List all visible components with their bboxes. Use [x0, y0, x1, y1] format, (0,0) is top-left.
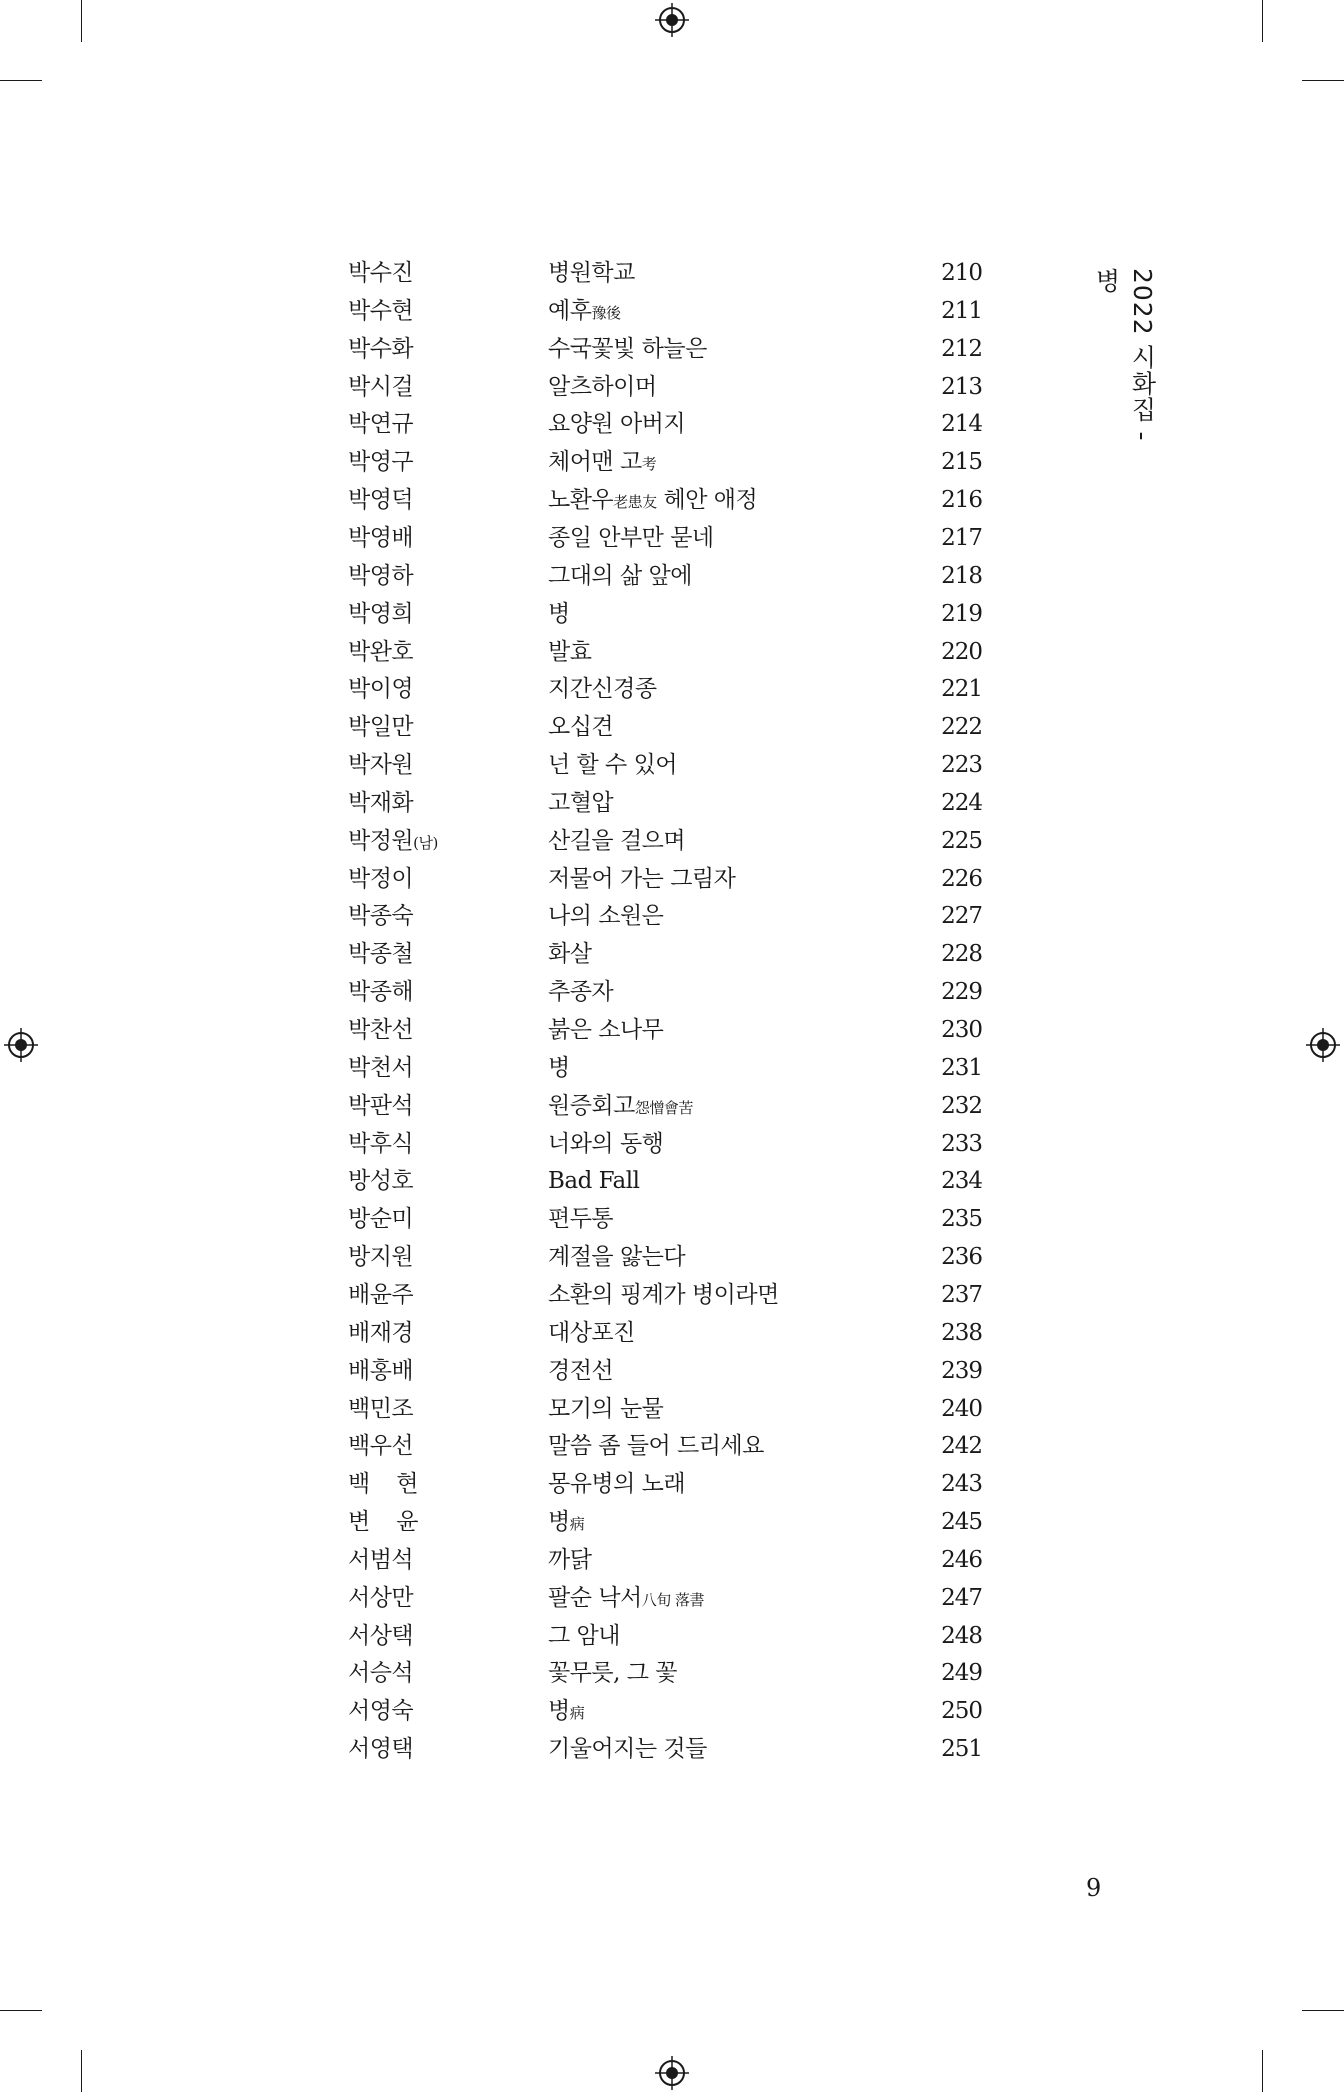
toc-page: 240 — [941, 1395, 982, 1422]
toc-author: 박종철 — [348, 941, 414, 968]
toc-author: 박재화 — [348, 789, 414, 816]
toc-entry — [0, 1125, 1344, 1163]
toc-author: 박영하 — [348, 562, 414, 589]
toc-title: 꽃무릇, 그 꽃 — [548, 1660, 678, 1687]
toc-page: 229 — [941, 979, 982, 1006]
toc-author: 박수화 — [348, 335, 414, 362]
toc-page: 239 — [941, 1357, 982, 1384]
toc-author: 서영택 — [348, 1736, 414, 1763]
toc-entry — [0, 1314, 1344, 1352]
toc-entry — [0, 1465, 1344, 1503]
toc-page: 250 — [941, 1698, 982, 1725]
toc-page: 242 — [941, 1433, 982, 1460]
toc-page: 216 — [941, 487, 982, 514]
crop-mark — [1302, 80, 1344, 81]
toc-author: 배윤주 — [348, 1281, 414, 1308]
toc-entry — [0, 519, 1344, 557]
toc-author: 서승석 — [348, 1660, 414, 1687]
toc-entry — [0, 973, 1344, 1011]
toc-page: 221 — [941, 676, 982, 703]
toc-title: 병病 — [548, 1509, 585, 1536]
toc-title: 화살 — [548, 941, 592, 968]
toc-title: 종일 안부만 묻네 — [548, 524, 714, 551]
toc-title: 체어맨 고考 — [548, 449, 657, 476]
toc-title: 말씀 좀 들어 드리세요 — [548, 1433, 764, 1460]
toc-entry — [0, 822, 1344, 860]
toc-title: 알츠하이머 — [548, 373, 657, 400]
toc-entry — [0, 1162, 1344, 1200]
toc-title: 산길을 걸으며 — [548, 827, 686, 854]
toc-entry — [0, 405, 1344, 443]
toc-author: 박영희 — [348, 600, 414, 627]
toc-entry — [0, 1352, 1344, 1390]
toc-author: 박연규 — [348, 411, 414, 438]
toc-title: 붉은 소나무 — [548, 1017, 664, 1043]
toc-page: 214 — [941, 411, 982, 438]
toc-entry — [0, 443, 1344, 481]
toc-title: 추종자 — [548, 979, 614, 1006]
toc-page: 233 — [941, 1130, 982, 1157]
toc-page: 249 — [941, 1660, 982, 1687]
toc-title: 까닭 — [548, 1546, 592, 1573]
toc-page: 222 — [941, 714, 982, 741]
toc-entry — [0, 746, 1344, 784]
toc-entry — [0, 1427, 1344, 1465]
toc-author: 박판석 — [348, 1092, 414, 1119]
toc-title: 대상포진 — [548, 1319, 635, 1346]
toc-title: 원증회고怨憎會苦 — [548, 1092, 693, 1119]
toc-title: 편두통 — [548, 1206, 614, 1233]
toc-page: 228 — [941, 941, 982, 968]
toc-page: 245 — [941, 1509, 982, 1536]
toc-author-note: (남) — [413, 833, 438, 852]
toc-title: 지간신경종 — [548, 676, 657, 703]
toc-author: 백우선 — [348, 1433, 414, 1460]
toc-page: 236 — [941, 1244, 982, 1271]
toc-title: 나의 소원은 — [548, 903, 664, 930]
toc-title: 병病 — [548, 1698, 585, 1725]
toc-author: 박후식 — [348, 1130, 414, 1157]
toc-entry — [0, 1276, 1344, 1314]
toc-page: 246 — [941, 1546, 982, 1573]
crop-mark — [1262, 2050, 1263, 2092]
crop-mark — [81, 2050, 82, 2092]
toc-title: 병 — [548, 1054, 570, 1081]
registration-mark-icon — [655, 2056, 689, 2090]
toc-author: 박자원 — [348, 752, 414, 779]
toc-author: 방지원 — [348, 1244, 414, 1271]
toc-page: 218 — [941, 562, 982, 589]
toc-author: 서영숙 — [348, 1698, 414, 1725]
toc-title-hanja: 豫後 — [591, 303, 621, 322]
toc-author: 박영덕 — [348, 487, 414, 514]
toc-page: 219 — [941, 600, 982, 627]
toc-title-hanja: 老患友 — [613, 493, 657, 512]
toc-entry — [0, 1049, 1344, 1087]
toc-title: 그 암내 — [548, 1622, 620, 1649]
toc-page: 217 — [941, 524, 982, 551]
toc-title: 경전선 — [548, 1357, 614, 1384]
toc-page: 230 — [941, 1017, 982, 1043]
toc-author: 배재경 — [348, 1319, 414, 1346]
toc-title: 너와의 동행 — [548, 1130, 664, 1157]
toc-title: 병 — [548, 600, 570, 627]
toc-entry — [0, 595, 1344, 633]
toc-page: 247 — [941, 1584, 982, 1611]
toc-entry — [0, 1730, 1344, 1768]
page-number: 9 — [1086, 1874, 1102, 1902]
toc-author: 박종숙 — [348, 903, 414, 930]
toc-title: 오십견 — [548, 714, 614, 741]
toc-entry — [0, 897, 1344, 935]
toc-author: 박정원(남) — [348, 827, 438, 854]
toc-page: 212 — [941, 335, 982, 362]
toc-title: 그대의 삶 앞에 — [548, 562, 692, 589]
toc-author: 박시걸 — [348, 373, 414, 400]
toc-author: 박종해 — [348, 979, 414, 1006]
toc-title: 예후豫後 — [548, 297, 621, 324]
toc-author: 박일만 — [348, 714, 414, 741]
toc-author: 박이영 — [348, 676, 414, 703]
toc-title: 넌 할 수 있어 — [548, 752, 678, 779]
toc-page: 238 — [941, 1319, 982, 1346]
toc-author: 변윤 — [348, 1509, 445, 1536]
toc-page: 251 — [941, 1736, 982, 1763]
toc-entry — [0, 860, 1344, 898]
toc-title: 계절을 앓는다 — [548, 1244, 686, 1271]
toc-title: 발효 — [548, 638, 592, 665]
toc-page: 227 — [941, 903, 982, 930]
toc-author: 박천서 — [348, 1054, 414, 1081]
toc-author: 백현 — [348, 1471, 445, 1498]
toc-author: 박수현 — [348, 297, 414, 324]
crop-mark — [1262, 0, 1263, 42]
toc-title: 기울어지는 것들 — [548, 1736, 707, 1763]
toc-entry — [0, 784, 1344, 822]
toc-author: 서상택 — [348, 1622, 414, 1649]
toc-title: 저물어 가는 그림자 — [548, 865, 736, 892]
toc-entry — [0, 330, 1344, 368]
toc-author: 서범석 — [348, 1546, 414, 1573]
toc-entry — [0, 557, 1344, 595]
toc-title: 고혈압 — [548, 789, 614, 816]
toc-author: 박수진 — [348, 260, 414, 286]
toc-author: 박완호 — [348, 638, 414, 665]
toc-entry — [0, 1238, 1344, 1276]
toc-page: 248 — [941, 1622, 982, 1649]
toc-title: 요양원 아버지 — [548, 411, 686, 438]
toc-entry — [0, 1087, 1344, 1125]
toc-title: Bad Fall — [548, 1168, 640, 1195]
toc-title: 소환의 핑계가 병이라면 — [548, 1281, 779, 1308]
toc-page: 224 — [941, 789, 982, 816]
toc-page: 232 — [941, 1092, 982, 1119]
toc-entry — [0, 368, 1344, 406]
toc-entry — [0, 481, 1344, 519]
toc-entry — [0, 1617, 1344, 1655]
toc-author: 박찬선 — [348, 1017, 414, 1043]
toc-title: 팔순 낙서八旬 落書 — [548, 1584, 704, 1611]
toc-page: 215 — [941, 449, 982, 476]
crop-mark — [0, 2010, 42, 2011]
toc-entry — [0, 1692, 1344, 1730]
toc-author: 박영배 — [348, 524, 414, 551]
crop-mark — [1302, 2010, 1344, 2011]
toc-title: 몽유병의 노래 — [548, 1471, 686, 1498]
toc-page: 211 — [941, 297, 982, 324]
toc-page: 243 — [941, 1471, 982, 1498]
toc-title: 수국꽃빛 하늘은 — [548, 335, 707, 362]
toc-title-hanja: 怨憎會苦 — [634, 1098, 693, 1117]
toc-page: 231 — [941, 1054, 982, 1081]
toc-entry — [0, 935, 1344, 973]
crop-mark — [0, 80, 42, 81]
toc-page: 237 — [941, 1281, 982, 1308]
toc-page: 223 — [941, 752, 982, 779]
toc-entry — [0, 1200, 1344, 1238]
toc-author: 박정이 — [348, 865, 414, 892]
toc-entry — [0, 1579, 1344, 1617]
toc-title: 노환우老患友 헤안 애정 — [548, 487, 758, 514]
toc-page: 210 — [941, 260, 982, 286]
toc-page: 235 — [941, 1206, 982, 1233]
toc-author: 배홍배 — [348, 1357, 414, 1384]
running-head: 2022 시화집 - 병 — [1092, 268, 1157, 442]
toc-author: 박영구 — [348, 449, 414, 476]
toc-title-hanja: 八旬 落書 — [641, 1590, 704, 1609]
toc-author: 백민조 — [348, 1395, 414, 1422]
toc-entry — [0, 1654, 1344, 1692]
crop-mark — [81, 0, 82, 42]
toc-title-hanja: 考 — [641, 455, 657, 474]
toc-page: 213 — [941, 373, 982, 400]
toc-entry — [0, 670, 1344, 708]
toc-title: 병원학교 — [548, 260, 635, 286]
toc-entry — [0, 1011, 1344, 1049]
toc-author: 서상만 — [348, 1584, 414, 1611]
toc-entry — [0, 1390, 1344, 1428]
toc-page: 234 — [941, 1168, 982, 1195]
toc-page: 220 — [941, 638, 982, 665]
toc-entry — [0, 292, 1344, 330]
toc-entry — [0, 1503, 1344, 1541]
registration-mark-icon — [655, 3, 689, 37]
toc-entry — [0, 633, 1344, 671]
toc-title-hanja: 病 — [569, 1515, 585, 1534]
toc-title-hanja: 病 — [569, 1704, 585, 1723]
toc-page: 225 — [941, 827, 982, 854]
toc-entry — [0, 254, 1344, 292]
toc-author: 방순미 — [348, 1206, 414, 1233]
toc-author: 방성호 — [348, 1168, 414, 1195]
toc-entry — [0, 708, 1344, 746]
toc-title: 모기의 눈물 — [548, 1395, 664, 1422]
toc-page: 226 — [941, 865, 982, 892]
toc-entry — [0, 1541, 1344, 1579]
